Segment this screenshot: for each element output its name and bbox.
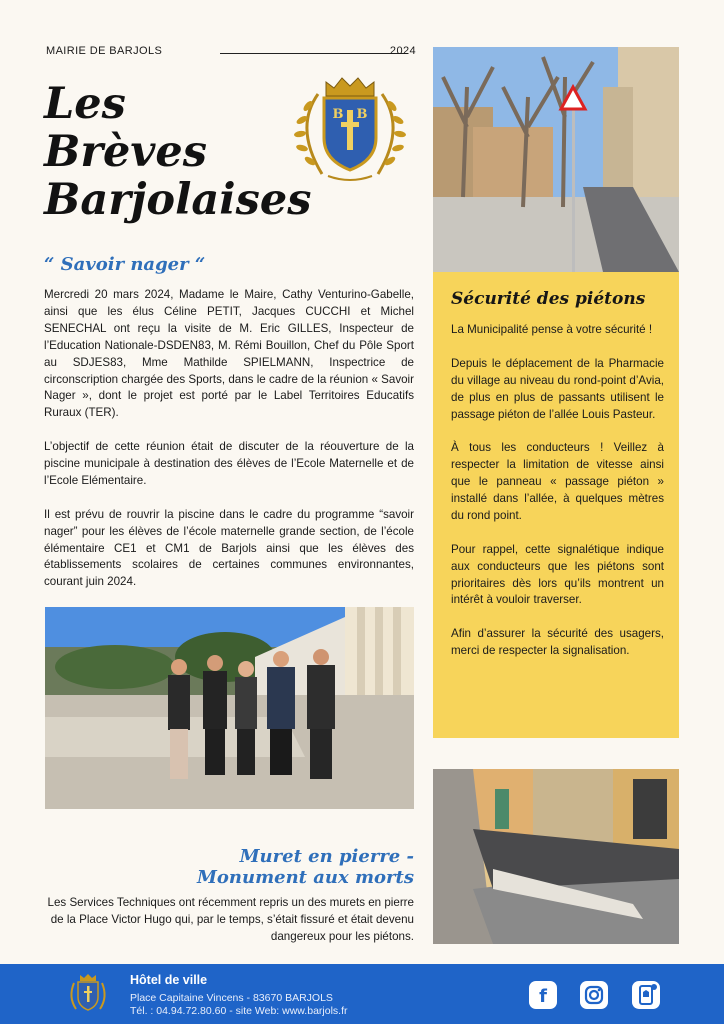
publisher-label: MAIRIE DE BARJOLS: [46, 45, 163, 57]
street-crossing-photo: [433, 47, 679, 272]
stone-wall-photo: [433, 769, 679, 944]
svg-text:B: B: [332, 107, 344, 122]
newsletter-title: [44, 80, 311, 224]
article-paragraph: Mercredi 20 mars 2024, Madame le Maire, Cathy Venturino-Gabelle, ainsi que les élus Céline PETIT, Jacques CUCCHI et Michel SENECHAL ont reçu la visite de M. Eric GILLES, Inspecteur de l’Education Nationale-DSDEN83, M. Rémi Bouillon, Chef du Pôle Sport au SDJES83, Mme Mathilde SPIELMANN, Inspectrice de circonscription chargée des Sports, dans le cadre de la réunion « Savoir Nager », dont le projet est porté par le Label Territoires Educatifs Ruraux (TER).: [44, 288, 414, 420]
stone-wall-article: Les Services Techniques ont récemment repris un des murets en pierre de la Place Victor Hugo qui, par le temps, s’était fissuré et était devenu dangereux pour les piétons.: [47, 896, 414, 943]
issue-year: 2024: [389, 45, 416, 57]
instagram-icon[interactable]: [580, 981, 608, 1009]
barjols-coat-of-arms-logo: [288, 76, 412, 188]
newsletter-title-line: Brèves: [44, 127, 207, 177]
article-paragraph: La Municipalité pense à votre sécurité !: [451, 323, 653, 336]
svg-text:f: f: [539, 986, 547, 1007]
pedestrian-safety-title: Sécurité des piétons: [451, 289, 646, 309]
svg-text:B: B: [356, 107, 368, 122]
town-hall-name: Hôtel de ville: [130, 973, 208, 987]
city-app-icon[interactable]: [632, 981, 660, 1009]
article-paragraph: Il est prévu de rouvrir la piscine dans le cadre du programme “savoir nager” pour les élèves de l’école maternelle grande section, de l’école élémentaire CE1 et CM1 de Barjols ainsi que les élèves des établissements scolaires de certaines communes environnantes, courant juin 2024.: [44, 507, 414, 589]
article-paragraph: Afin d’assurer la sécurité des usagers, merci de respecter la signalisation.: [451, 627, 664, 658]
article-paragraph: Depuis le déplacement de la Pharmacie du village au niveau du rond-point d’Avia, de plus en plus de passants utilisent le passage piéton de l’allée Louis Pasteur.: [451, 356, 664, 421]
savoir-nager-article: [44, 287, 414, 608]
page-header-bar: [46, 45, 416, 61]
pedestrian-safety-article: [451, 322, 664, 677]
footer-coat-of-arms-logo: [66, 973, 110, 1015]
town-hall-contact: Tél. : 04.94.72.80.60 - site Web: www.barjols.fr: [130, 1005, 348, 1017]
article-paragraph: L’objectif de cette réunion était de discuter de la réouverture de la piscine municipale à destination des élèves de l’Ecole Maternelle et de l’Ecole Elémentaire.: [44, 440, 414, 487]
stone-wall-title: [197, 846, 414, 888]
savoir-nager-title: “ Savoir nager “: [44, 254, 206, 275]
stone-wall-title-line: Monument aux morts: [196, 867, 414, 888]
newsletter-title-line: Les: [44, 79, 126, 129]
article-paragraph: Pour rappel, cette signalétique indique aux conducteurs que les piétons sont prioritaires dès lors qu’ils montrent un intérêt à vouloir traverser.: [451, 542, 664, 607]
header-divider: [220, 53, 408, 54]
stone-wall-title-line: Muret en pierre -: [239, 846, 414, 867]
newsletter-title-line: Barjolaises: [44, 175, 312, 225]
town-hall-address: Place Capitaine Vincens - 83670 BARJOLS: [130, 992, 333, 1004]
pedestrian-safety-panel: [433, 272, 679, 738]
footer-bar: [0, 964, 724, 1024]
article-paragraph: À tous les conducteurs ! Veillez à respecter la limitation de vitesse ainsi que le panneau « passage piéton » installé dans l’allée, à quelques mètres du rond point.: [451, 441, 664, 522]
meeting-group-photo: [45, 607, 414, 809]
facebook-icon[interactable]: [529, 981, 557, 1009]
